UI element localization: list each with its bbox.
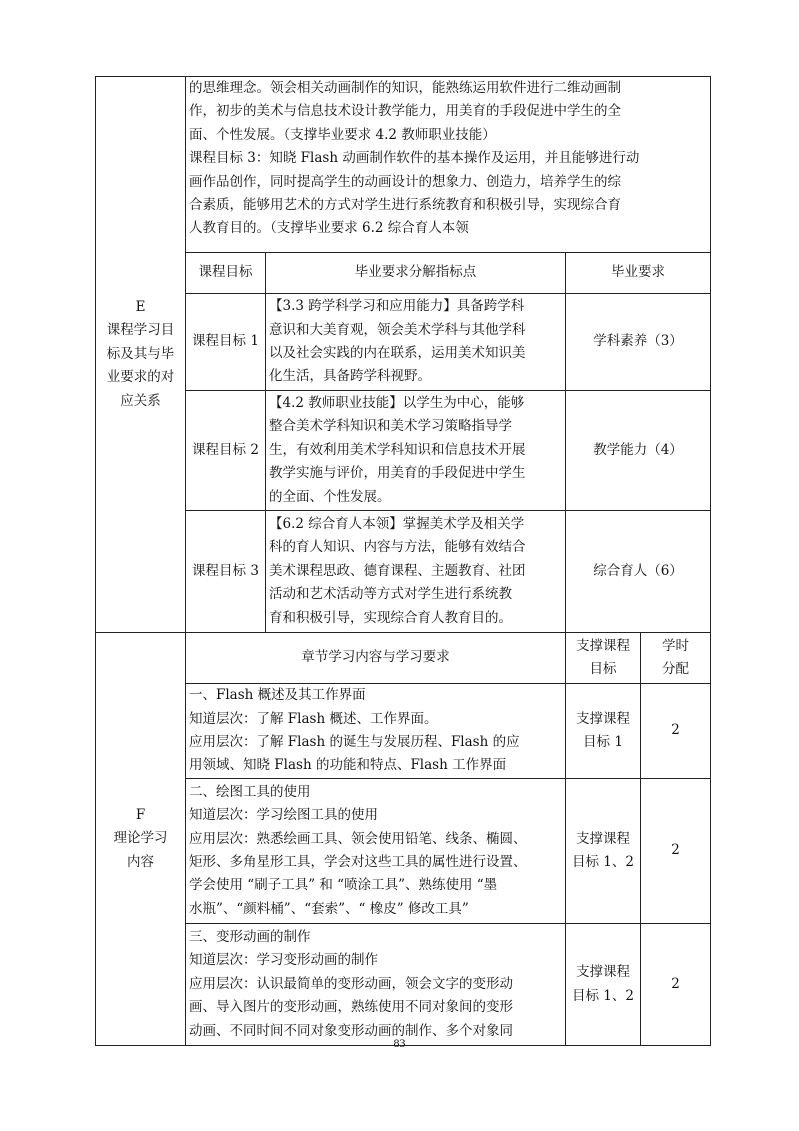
section-e-label-line: 业要求的对 [106,369,175,386]
chapter-line: 三、变形动画的制作 [189,928,311,945]
intro-line: 作，初步的美术与信息技术设计教学能力，用美育的手段促进中学生的全 [189,103,621,120]
support-cell [566,684,641,779]
intro-line: 画作品创作，同时提高学生的动画设计的想象力、创造力，培养学生的综 [189,173,621,190]
goal-cell: 课程目标 3 [186,511,266,633]
section-e-label [96,77,186,633]
section-e-label-line: 课程学习目 [106,322,175,339]
requirement-cell: 教学能力（4） [566,391,711,511]
chapter-line: 应用层次：熟悉绘画工具、领会使用铅笔、线条、椭圆、 [189,830,527,847]
indicator-line: 美术课程思政、德育课程、主题教育、社团 [269,562,526,579]
indicator-line: 【4.2 教师职业技能】以学生为中心，能够 [269,394,525,411]
header-chapter-content: 章节学习内容与学习要求 [186,633,566,684]
header-hours [641,633,711,684]
support-line: 目标 1、2 [572,987,634,1004]
chapter-line: 知道层次：学习绘图工具的使用 [189,807,378,824]
requirement-cell: 学科素养（3） [566,294,711,391]
header-requirement: 毕业要求 [566,253,711,294]
indicator-line: 科的育人知识、内容与方法，能够有效结合 [269,539,526,556]
section-e-intro [186,77,711,253]
indicator-line: 【6.2 综合育人本领】掌握美术学及相关学 [269,515,525,532]
section-f-label [96,633,186,1046]
chapter-line: 矩形、多角星形工具，学会对这些工具的属性进行设置、 [189,854,527,870]
chapter-line: 用领域、知晓 Flash 的功能和特点、Flash 工作界面 [189,757,507,774]
intro-line: 合素质，能够用艺术的方式对学生进行系统教育和积极引导，实现综合育 [189,197,621,214]
section-f-label-line: 内容 [127,853,154,870]
header-support-line: 目标 [589,661,617,677]
intro-line: 面、个性发展。（支撑毕业要求 4.2 教师职业技能） [189,126,496,143]
indicator-line: 【3.3 跨学科学习和应用能力】具备跨学科 [269,298,525,315]
section-e-label-line: 应关系 [120,392,161,409]
document-page [95,76,710,1046]
page-number: 83 [393,1036,406,1050]
header-support-line: 支撑课程 [576,637,630,654]
chapter-line: 应用层次：认识最简单的变形动画，领会文字的变形动 [189,975,513,992]
chapter-cell [186,779,566,924]
section-e-label-line: E [135,298,146,315]
hours-cell: 2 [641,779,711,924]
chapter-cell [186,924,566,1046]
indicator-line: 整合美术学科知识和美术学习策略指导学 [269,418,512,435]
chapter-line: 应用层次：了解 Flash 的诞生与发展历程、Flash 的应 [189,734,520,750]
chapter-line: 一、Flash 概述及其工作界面 [189,687,366,704]
support-line: 支撑课程 [576,710,630,727]
chapter-line: 知道层次：了解 Flash 概述、工作界面。 [189,710,438,727]
chapter-line: 水瓶”、“颜料桶”、“套索”、“ 橡皮” 修改工具” [189,900,469,917]
support-line: 支撑课程 [576,964,630,981]
header-course-goal: 课程目标 [186,253,266,294]
intro-line: 课程目标 3：知晓 Flash 动画制作软件的基本操作及运用，并且能够进行动 [189,150,640,167]
chapter-line: 二、绘图工具的使用 [189,783,311,800]
header-indicator: 毕业要求分解指标点 [266,253,566,294]
indicator-cell [266,391,566,511]
goal-cell: 课程目标 2 [186,391,266,511]
indicator-cell [266,511,566,633]
indicator-line: 育和积极引导，实现综合育人教育目的。 [269,609,512,626]
indicator-line: 意识和大美育观，领会美术学科与其他学科 [269,321,526,338]
goal-cell: 课程目标 1 [186,294,266,391]
chapter-line: 画、导入图片的变形动画，熟练使用不同对象间的变形 [189,999,513,1016]
indicator-line: 活动和艺术活动等方式对学生进行系统教 [269,586,512,603]
section-f-label-line: 理论学习 [113,830,168,847]
intro-line: 的思维理念。领会相关动画制作的知识，能熟练运用软件进行二维动画制 [189,80,621,96]
indicator-line: 的全面、个性发展。 [269,488,391,505]
support-line: 支撑课程 [576,830,630,847]
header-support-goal [566,633,641,684]
header-hours-line: 分配 [662,661,689,677]
indicator-line: 生，有效利用美术学科知识和信息技术开展 [269,441,526,458]
indicator-line: 教学实施与评价，用美育的手段促进中学生 [269,465,526,482]
support-cell [566,924,641,1046]
hours-cell: 2 [641,684,711,779]
header-hours-line: 学时 [662,637,689,654]
support-cell [566,779,641,924]
indicator-line: 以及社会实践的内在联系，运用美术知识美 [269,345,526,361]
section-e-label-line: 标及其与毕 [106,345,175,362]
chapter-line: 知道层次：学习变形动画的制作 [189,952,378,969]
support-line: 目标 1、2 [572,854,634,870]
support-line: 目标 1 [583,734,623,750]
chapter-line: 学会使用 “刷子工具” 和 “喷涂工具”、熟练使用 “墨 [189,877,498,894]
chapter-cell [186,684,566,779]
indicator-cell [266,294,566,391]
intro-line: 人教育目的。（支撑毕业要求 6.2 综合育人本领 [189,220,469,237]
chapter-line: 动画、不同时间不同对象变形动画的制作、多个对象同 [189,1022,513,1039]
indicator-line: 化生活，具备跨学科视野。 [269,368,431,385]
requirement-cell: 综合育人（6） [566,511,711,633]
section-f-label-line: F [135,806,146,823]
course-table [95,76,711,1046]
hours-cell: 2 [641,924,711,1046]
